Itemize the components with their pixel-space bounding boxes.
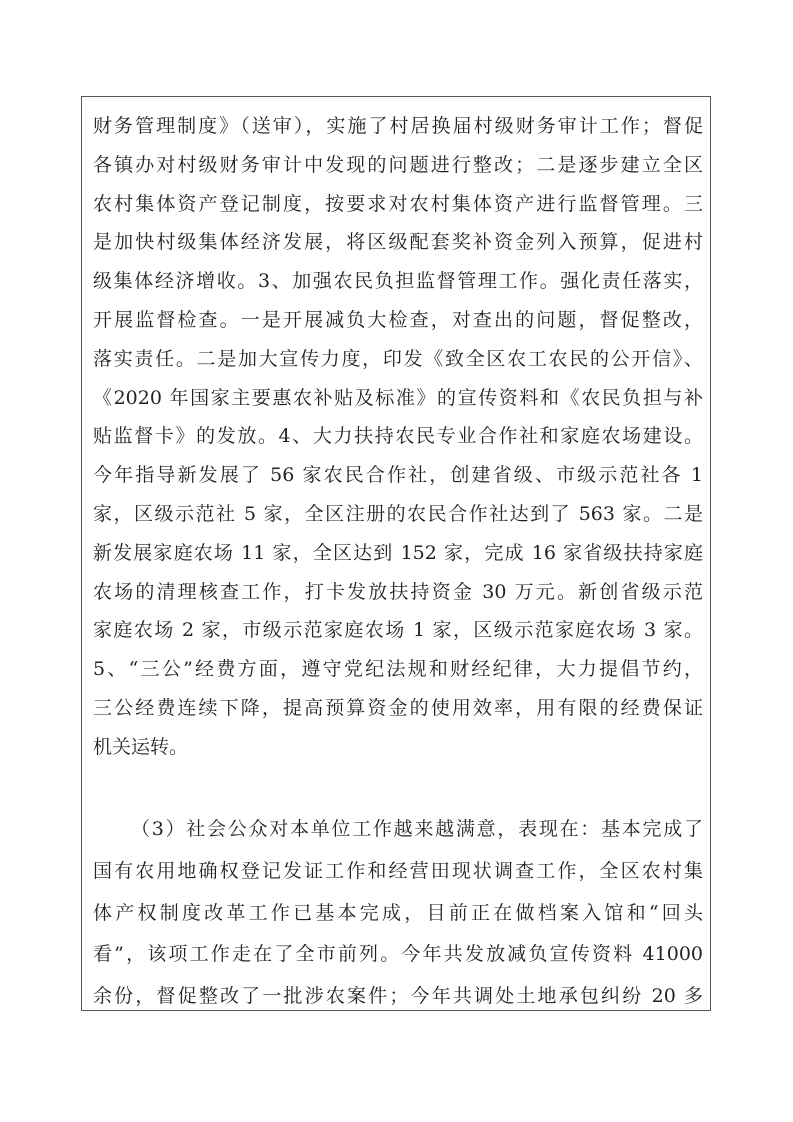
text-line: 体产权制度改革工作已基本完成，目前正在做档案入馆和“回头 (93, 901, 703, 924)
text-line: 农村集体资产登记制度，按要求对农村集体资产进行监督管理。三 (93, 192, 703, 215)
text-line: 三公经费连续下降，提高预算资金的使用效率，用有限的经费保证 (93, 696, 703, 719)
text-line: 家庭农场 2 家，市级示范家庭农场 1 家，区级示范家庭农场 3 家。 (93, 619, 703, 642)
text-line: 机关运转。 (93, 735, 189, 758)
text-line: 新发展家庭农场 11 家，全区达到 152 家，完成 16 家省级扶持家庭 (93, 541, 703, 564)
text-line: 《2020 年国家主要惠农补贴及标准》的宣传资料和《农民负担与补 (93, 386, 703, 409)
text-line: 国有农用地确权登记发证工作和经营田现状调查工作，全区农村集 (93, 859, 703, 882)
text-line: 5、“三公”经费方面，遵守党纪法规和财经纪律，大力提倡节约， (93, 658, 703, 681)
text-line: 级集体经济增收。3、加强农民负担监督管理工作。强化责任落实， (93, 270, 703, 293)
text-line: 农场的清理核查工作，打卡发放扶持资金 30 万元。新创省级示范 (93, 580, 703, 603)
paragraph-rural-finance (93, 107, 703, 767)
text-line: （3）社会公众对本单位工作越来越满意，表现在：基本完成了 (131, 818, 703, 840)
text-line: 余份，督促整改了一批涉农案件；今年共调处土地承包纠纷 20 多 (93, 985, 703, 1008)
text-line: 看”，该项工作走在了全市前列。今年共发放减负宣传资料 41000 (93, 943, 703, 966)
text-line: 落实责任。二是加大宣传力度，印发《致全区农工农民的公开信》、 (93, 347, 703, 370)
text-line: 是加快村级集体经济发展，将区级配套奖补资金列入预算，促进村 (93, 231, 703, 254)
text-line: 贴监督卡》的发放。4、大力扶持农民专业合作社和家庭农场建设。 (93, 425, 703, 448)
paragraph-public-satisfaction (93, 809, 703, 1018)
text-line: 家，区级示范社 5 家，全区注册的农民合作社达到了 563 家。二是 (93, 502, 703, 525)
text-line: 财务管理制度》（送审），实施了村居换届村级财务审计工作；督促 (93, 115, 703, 137)
text-line: 今年指导新发展了 56 家农民合作社，创建省级、市级示范社各 1 (93, 464, 703, 487)
document-table-cell (81, 96, 711, 1011)
text-line: 开展监督检查。一是开展减负大检查，对查出的问题，督促整改， (93, 308, 703, 331)
text-line: 各镇办对村级财务审计中发现的问题进行整改；二是逐步建立全区 (93, 153, 703, 176)
